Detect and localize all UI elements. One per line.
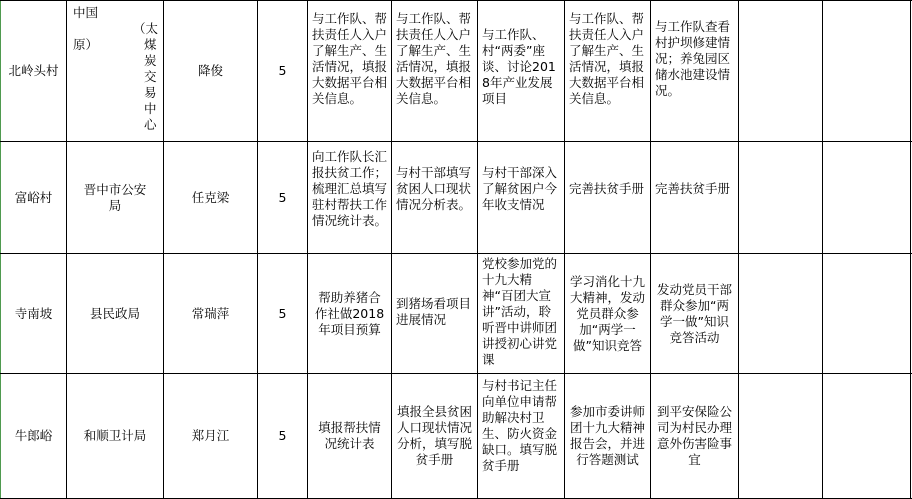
village-cell[interactable]: 北岭头村 [8, 63, 59, 78]
activity-cell[interactable]: 向工作队长汇报扶贫工作；梳理汇总填写驻村帮扶工作情况统计表。 [312, 149, 388, 228]
unit-text: 炭 [144, 53, 157, 68]
grid-line [910, 0, 911, 499]
unit-text: 煤 [144, 37, 157, 52]
person-cell[interactable]: 郑月江 [191, 428, 230, 443]
activity-cell[interactable]: 与工作队、帮扶责任人入户了解生产、生活情况，填报大数据平台相关信息。 [396, 11, 472, 106]
activity-cell[interactable]: 到猪场看项目进展情况 [396, 296, 472, 327]
unit-cell[interactable]: 县民政局 [89, 305, 140, 321]
village-cell[interactable]: 富峪村 [14, 189, 53, 205]
unit-cell[interactable] [67, 1, 163, 141]
village-cell[interactable]: 寺南坡 [14, 305, 53, 321]
activity-cell[interactable]: 完善扶贫手册 [655, 181, 731, 196]
activity-cell[interactable]: 与村干部深入了解贫困户今年收支情况 [482, 165, 558, 212]
grid-line [822, 0, 823, 499]
activity-cell[interactable]: 与工作队、村“两委”座谈、讨论2018年产业发展项目 [482, 27, 556, 106]
activity-cell[interactable]: 与村书记主任向单位申请帮助解决村卫生、防火资金缺口。填写脱贫手册 [482, 378, 558, 473]
unit-cell[interactable]: 晋中市公安局 [83, 181, 147, 213]
unit-text: 交 [144, 69, 157, 84]
activity-cell[interactable]: 参加市委讲师团十九大精神报告会，并进行答题测试 [570, 404, 646, 467]
activity-cell[interactable]: 学习消化十九大精神，发动党员群众参加“两学一做”知识竞答 [570, 273, 646, 353]
activity-cell[interactable]: 与工作队、帮扶责任人入户了解生产、生活情况，填报大数据平台相关信息。 [312, 11, 388, 106]
count-cell[interactable]: 5 [278, 63, 287, 78]
unit-text: 心 [144, 117, 157, 132]
activity-cell[interactable]: 填报全县贫困人口现状情况分析，填写脱贫手册 [397, 404, 473, 467]
activity-cell[interactable]: 发动党员干部群众参加“两学一做”知识竞答活动 [656, 281, 732, 345]
activity-cell[interactable]: 帮助养猪合作社做2018年项目预算 [314, 289, 385, 337]
person-cell[interactable]: 任克梁 [191, 189, 230, 205]
unit-text: 原） [73, 37, 99, 52]
count-cell[interactable]: 5 [278, 305, 287, 321]
unit-text: 中国 [73, 5, 99, 20]
unit-cell[interactable]: 和顺卫计局 [83, 428, 147, 443]
person-cell[interactable]: 降俊 [197, 63, 223, 78]
person-cell[interactable]: 常瑞萍 [191, 305, 230, 321]
count-cell[interactable]: 5 [278, 189, 287, 205]
activity-cell[interactable]: 党校参加党的十九大精神“百团大宣讲”活动，聆听晋中讲师团讲授初心讲党课 [482, 256, 558, 367]
activity-cell[interactable]: 完善扶贫手册 [569, 181, 645, 196]
activity-cell[interactable]: 与工作队、帮扶责任人入户了解生产、生活情况，填报大数据平台相关信息。 [569, 11, 645, 106]
activity-cell[interactable]: 到平安保险公司为村民办理意外伤害险事宜 [656, 404, 732, 467]
activity-cell[interactable]: 与村干部填写贫困人口现状情况分析表。 [396, 165, 472, 212]
unit-text: 易 [144, 85, 157, 100]
village-cell[interactable]: 牛郎峪 [14, 428, 53, 443]
activity-cell[interactable]: 填报帮扶情况统计表 [318, 420, 381, 451]
activity-cell[interactable]: 与工作队查看村护坝修建情况；养兔园区储水池建设情况。 [655, 19, 731, 98]
count-cell[interactable]: 5 [278, 428, 287, 443]
grid-line [738, 0, 739, 499]
unit-text: （太 [133, 21, 159, 36]
unit-text: 中 [144, 101, 157, 116]
